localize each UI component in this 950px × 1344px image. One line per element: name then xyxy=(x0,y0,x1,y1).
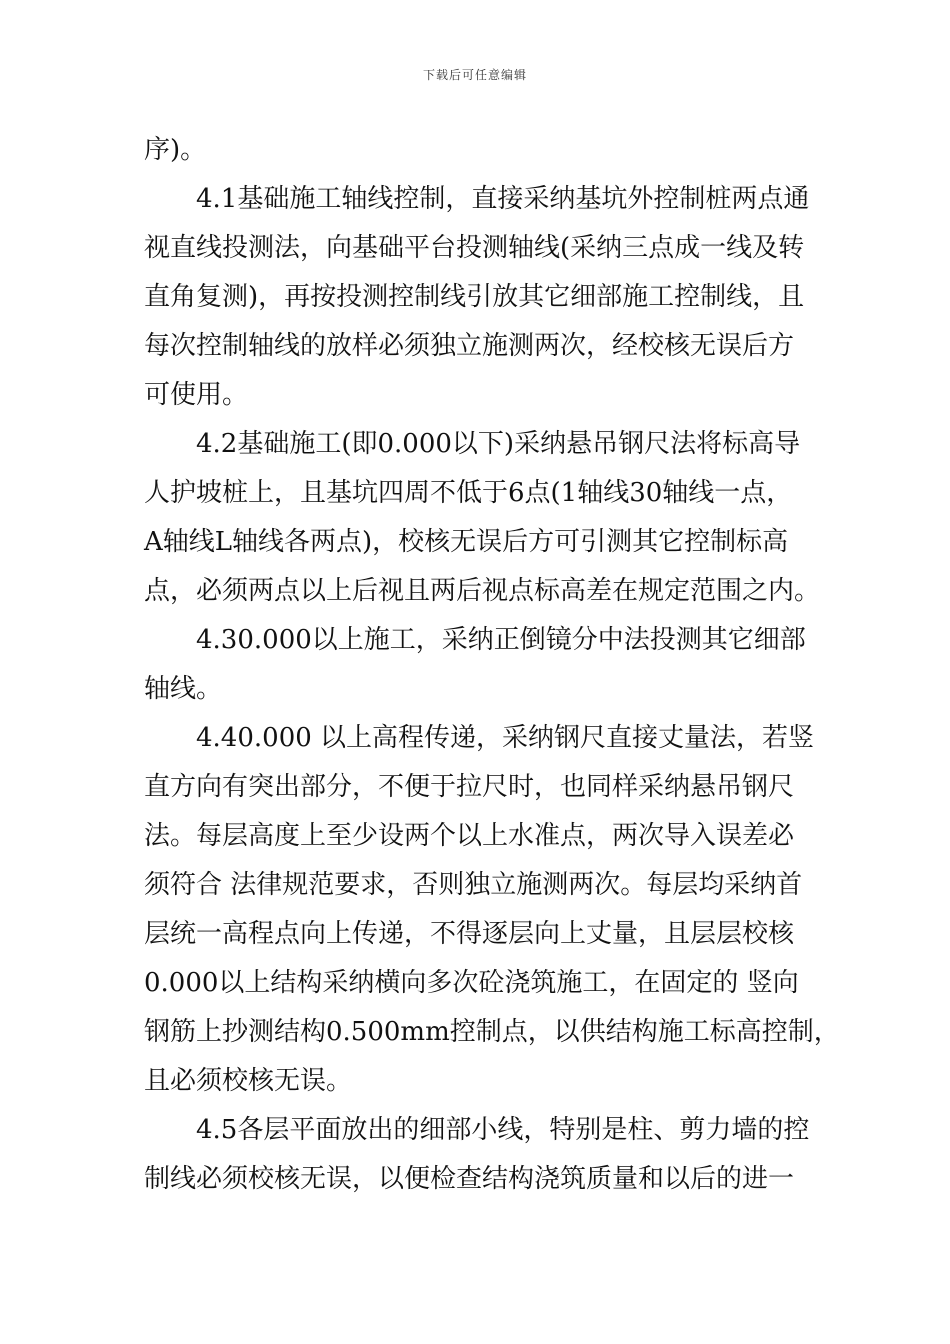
text-line: 4.5各层平面放出的细部小线，特别是柱、剪力墙的控 xyxy=(196,1115,810,1145)
text-line: 法。每层高度上至少设两个以上水准点，两次导入误差必 xyxy=(144,821,795,851)
text-line: 制线必须校核无误，以便检查结构浇筑质量和以后的进一 xyxy=(144,1164,795,1194)
text-line: 可使用。 xyxy=(144,380,249,410)
text-line: 4.1基础施工轴线控制，直接采纳基坑外控制桩两点通 xyxy=(196,184,810,214)
text-line: 序)。 xyxy=(144,135,207,165)
text-line: 4.40.000 以上高程传递，采纳钢尺直接丈量法，若竖 xyxy=(196,723,815,753)
text-line: 视直线投测法，向基础平台投测轴线(采纳三点成一线及转 xyxy=(144,233,805,263)
document-body xyxy=(144,126,840,1204)
text-line: 层统一高程点向上传递，不得逐层向上丈量，且层层校核 xyxy=(144,919,795,949)
text-line: 4.2基础施工(即0.000以下)采纳悬吊钢尺法将标高导 xyxy=(196,429,801,459)
text-line: 直方向有突出部分，不便于拉尺时，也同样采纳悬吊钢尺 xyxy=(144,772,795,802)
text-line: 且必须校核无误。 xyxy=(144,1066,353,1096)
text-line: 4.30.000以上施工，采纳正倒镜分中法投测其它细部 xyxy=(196,625,806,655)
text-line: 直角复测)，再按投测控制线引放其它细部施工控制线，且 xyxy=(144,282,805,312)
text-line: 轴线。 xyxy=(144,674,223,704)
text-line: 每次控制轴线的放样必须独立施测两次，经校核无误后方 xyxy=(144,331,795,361)
text-line: 点，必须两点以上后视且两后视点标高差在规定范围之内。 xyxy=(144,576,821,606)
text-line: 钢筋上抄测结构0.500mm控制点，以供结构施工标高控制， xyxy=(144,1017,840,1047)
text-line: 须符合 法律规范要求，否则独立施测两次。每层均采纳首 xyxy=(144,870,803,900)
text-line: A轴线L轴线各两点)，校核无误后方可引测其它控制标高 xyxy=(144,527,789,557)
text-line: 0.000以上结构采纳横向多次砼浇筑施工，在固定的 竖向 xyxy=(144,968,799,998)
page-header: 下载后可任意编辑 xyxy=(422,68,527,82)
text-line: 人护坡桩上，且基坑四周不低于6点(1轴线30轴线一点， xyxy=(144,478,793,508)
